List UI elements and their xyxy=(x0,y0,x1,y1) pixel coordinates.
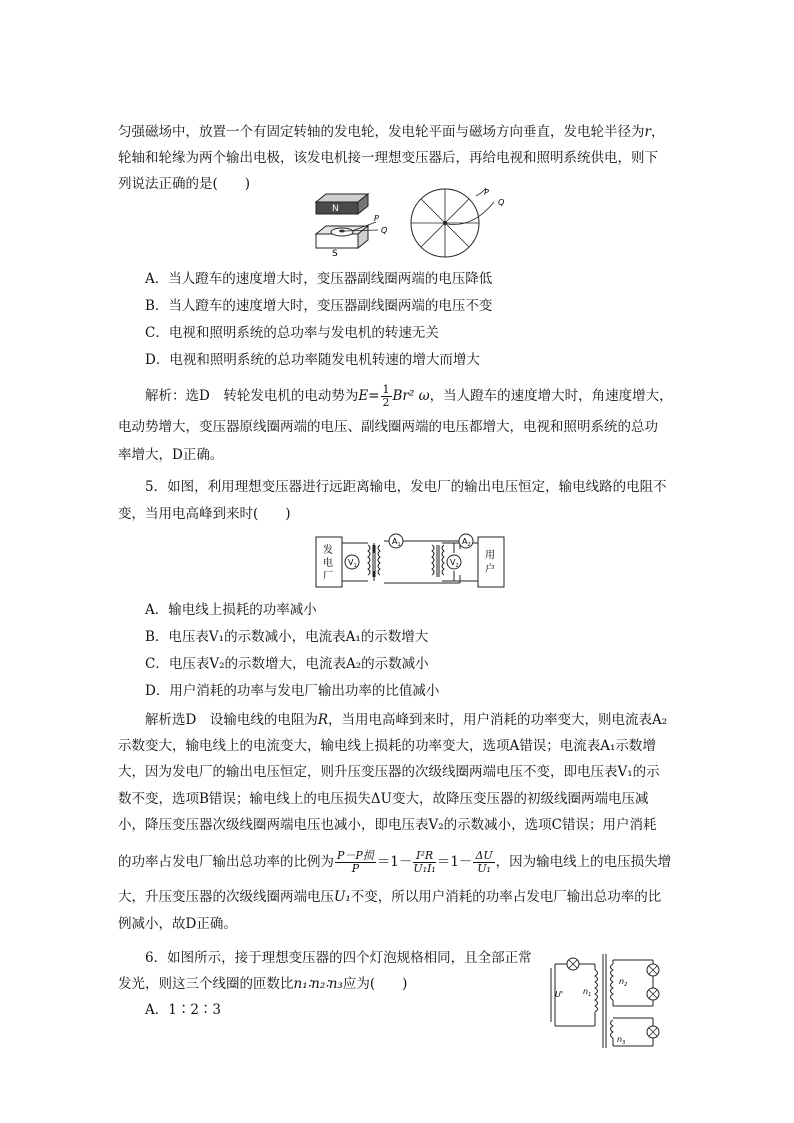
frac2-numerator: I²R xyxy=(413,850,435,863)
q5-stem-line1: 5．如图，利用理想变压器进行远距离输电，发电厂的输出电压恒定，输电线路的电阻不 xyxy=(145,479,667,495)
equals-one-minus-1: ＝1－ xyxy=(376,854,413,870)
q4-stem-line1 xyxy=(118,123,664,141)
frac-numerator: 1 xyxy=(382,383,390,396)
q5-option-a: A．输电线上损耗的功率减小 xyxy=(145,602,317,618)
ammeter-a1-label: $A_1$ xyxy=(392,537,401,548)
q5-stem-line2: 变，当用电高峰到来时( ) xyxy=(118,506,291,522)
equals-one-minus-2: ＝1－ xyxy=(436,854,473,870)
q4-generator-figure xyxy=(308,188,518,262)
q6-stem-paren: 应为( ) xyxy=(342,976,408,992)
q6-transformer-figure xyxy=(545,950,671,1052)
q5-analysis-line2: 示数变大，输电线上的电流变大，输电线上损耗的功率变大，选项A错误；电流表A₁示数增 xyxy=(118,738,656,754)
q5-analysis-text-7: 大，升压变压器的次级线圈两端电压 xyxy=(118,889,334,905)
plant-label-1: 发 xyxy=(323,545,333,556)
frac2-denominator: U₁I₁ xyxy=(413,862,436,875)
q5-analysis-line4: 数不变，选项B错误；输电线上的电压损失ΔU变大，故降压变压器的初级线圈两端电压减 xyxy=(118,791,649,807)
q5-analysis-line7 xyxy=(118,888,661,906)
q5-analysis-line8: 例减小，故D正确。 xyxy=(118,916,237,932)
ratio-fraction-2 xyxy=(413,850,435,875)
emf-formula-tail: Br² ω xyxy=(392,388,430,404)
user-label-2: 户 xyxy=(485,564,495,575)
voltage-u1-symbol: U₁ xyxy=(334,889,351,905)
q4-analysis-text-2: ，当人蹬车的速度增大时，角速度增大， xyxy=(429,388,673,404)
q5-transmission-figure xyxy=(314,529,508,591)
q4-option-c: C．电视和照明系统的总功率与发电机的转速无关 xyxy=(145,325,439,341)
user-label-1: 用 xyxy=(485,550,495,561)
q5-ratio-text: 的功率占发电厂输出总功率的比例为 xyxy=(118,854,334,870)
fig-q-label-1: Q xyxy=(381,226,388,235)
equals-sign: = xyxy=(368,388,380,404)
fig-q-label-2: Q xyxy=(498,198,505,207)
q6-stem-text: 发光，则这三个线圈的匝数比 xyxy=(118,976,294,992)
q5-analysis-line3: 大，因为发电厂的输出电压恒定，则升压变压器的次级线圈两端电压不变，即电压表V₁的示 xyxy=(118,764,660,780)
q5-analysis-text-b: ，当用电高峰到来时，用户消耗的功率变大，则电流表A₂ xyxy=(328,712,668,728)
plant-label-2: 电 xyxy=(323,558,333,569)
q4-analysis-line1 xyxy=(145,384,673,409)
frac1-denominator: P xyxy=(351,862,360,875)
q5-analysis-text: 解析选D 设输电线的电阻为 xyxy=(145,712,318,728)
ratio-fraction-1 xyxy=(335,850,376,875)
half-fraction xyxy=(381,384,392,409)
q4-stem-punct: ， xyxy=(650,124,665,140)
frac3-denominator: U₁ xyxy=(477,862,491,875)
q4-option-d: D．电视和照明系统的总功率随发电机转速的增大而增大 xyxy=(145,352,480,368)
resistance-symbol: R xyxy=(317,712,328,728)
q5-analysis-line5: 小，降压变压器次级线圈两端电压也减小，即电压表V₂的示数减小，选项C错误；用户消耗 xyxy=(118,817,657,833)
magnet-n-label: N xyxy=(332,204,339,214)
q5-analysis-line6 xyxy=(118,850,671,875)
voltmeter-v2-label: $V_2$ xyxy=(450,558,459,569)
voltage-u-label: U' xyxy=(555,990,564,999)
coil-n1-label: $n_1$ xyxy=(583,987,592,998)
q5-analysis-line1 xyxy=(145,711,667,729)
q4-option-b: B．当人蹬车的速度增大时，变压器副线圈两端的电压不变 xyxy=(145,298,493,314)
q5-analysis-text-7b: 不变，所以用户消耗的功率占发电厂输出总功率的比 xyxy=(350,889,662,905)
q5-option-c: C．电压表V₂的示数增大，电流表A₂的示数减小 xyxy=(145,656,429,672)
magnet-s-label: S xyxy=(332,249,338,259)
ratio-fraction-3 xyxy=(473,850,494,875)
q4-analysis-text: 解析：选D 转轮发电机的电动势为 xyxy=(145,388,359,404)
radius-variable: r xyxy=(644,124,651,140)
coil-n3-label: $n_3$ xyxy=(617,1035,626,1046)
q6-stem-line1: 6．如图所示，接于理想变压器的四个灯泡规格相同，且全部正常 xyxy=(145,950,532,966)
frac3-numerator: ΔU xyxy=(475,849,493,862)
fig-p-label-2: P xyxy=(484,188,489,197)
frac1-numerator: P－P损 xyxy=(337,849,374,862)
coil-n2-label: $n_2$ xyxy=(619,977,628,988)
q5-option-b: B．电压表V₁的示数减小，电流表A₁的示数增大 xyxy=(145,629,429,645)
q4-stem-line3: 列说法正确的是( ) xyxy=(118,176,251,192)
q6-option-a: A．1∶2∶3 xyxy=(145,1002,222,1018)
ammeter-a2-label: $A_2$ xyxy=(462,537,471,548)
q4-stem-line2: 轮轴和轮缘为两个输出电极，该发电机接一理想变压器后，再给电视和照明系统供电，则下 xyxy=(118,150,658,166)
q4-option-a: A．当人蹬车的速度增大时，变压器副线圈两端的电压降低 xyxy=(145,271,493,287)
frac-denominator: 2 xyxy=(382,396,390,409)
emf-symbol: E xyxy=(358,388,369,404)
fig-p-label-1: P xyxy=(374,214,379,223)
turns-ratio: n₁∶n₂∶n₃ xyxy=(293,976,343,992)
q6-stem-line2 xyxy=(118,975,407,993)
q4-stem-text: 匀强磁场中，放置一个有固定转轴的发电轮，发电轮平面与磁场方向垂直，发电轮半径为 xyxy=(118,124,645,140)
voltmeter-v1-label: $V_1$ xyxy=(348,558,357,569)
q4-analysis-line3: 率增大，D正确。 xyxy=(118,447,224,463)
q5-option-d: D．用户消耗的功率与发电厂输出功率的比值减小 xyxy=(145,683,440,699)
plant-label-3: 厂 xyxy=(323,571,333,582)
q4-analysis-line2: 电动势增大，变压器原线圈两端的电压、副线圈两端的电压都增大，电视和照明系统的总功 xyxy=(118,419,658,435)
q5-ratio-text-post: ，因为输电线上的电压损失增 xyxy=(495,854,672,870)
